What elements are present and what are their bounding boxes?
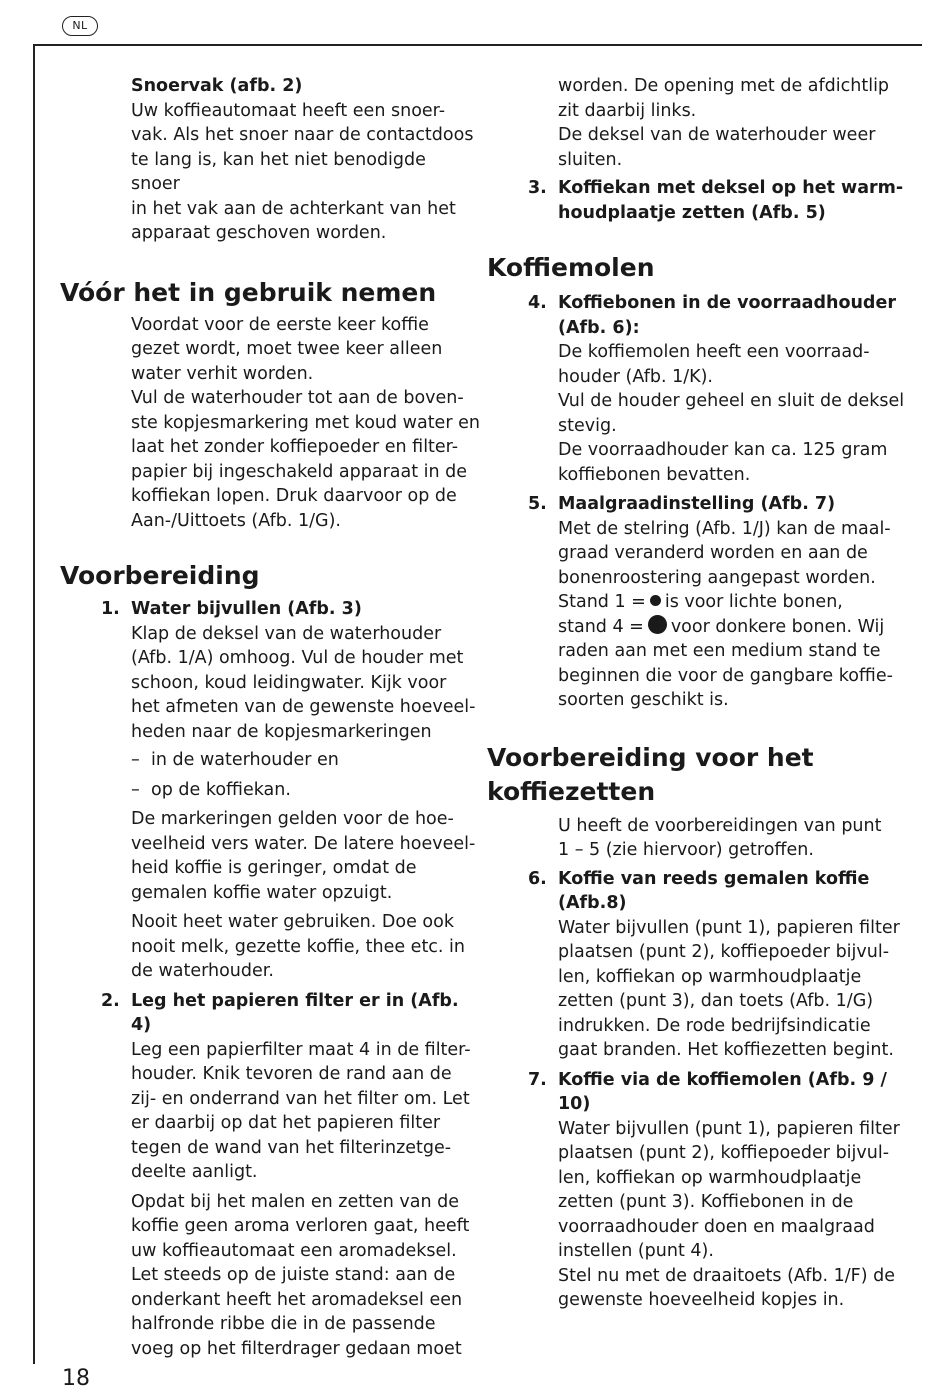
dash-mark: – xyxy=(131,779,140,800)
text-line: zij- en onderrand van het filter om. Let xyxy=(131,1088,470,1109)
text-line: raden aan met een medium stand te xyxy=(558,641,881,661)
voor-gebruik-paragraph-1 xyxy=(131,313,480,387)
text-line: koffiebonen bevatten. xyxy=(558,464,751,485)
koffiezetten-heading-text xyxy=(487,741,912,809)
text-line: er daarbij op dat het papieren filter xyxy=(131,1113,441,1133)
snoervak-section xyxy=(60,74,480,246)
text-line: Water bijvullen (punt 1), papieren filter xyxy=(558,917,900,938)
step-6-number: 6. xyxy=(528,868,547,889)
snoervak-text xyxy=(131,99,480,246)
step-1-paragraph-3 xyxy=(60,910,480,984)
language-badge: NL xyxy=(62,16,98,36)
step-5-heading: Maalgraadinstelling (Afb. 7) xyxy=(558,494,836,514)
text-line: zetten (punt 3). Koffiebonen in de xyxy=(558,1192,854,1212)
text-line: koffiezetten xyxy=(487,776,656,806)
text-line: soorten geschikt is. xyxy=(558,690,729,710)
text-line: deelte aanligt. xyxy=(131,1162,258,1182)
step-1-paragraph-2 xyxy=(60,807,480,905)
text-line: Uw koffieautomaat heeft een snoer- xyxy=(131,100,446,121)
text-line: tegen de wand van het filterinzetge- xyxy=(131,1137,452,1158)
text-line: len, koffiekan op warmhoudplaatje xyxy=(558,1167,862,1188)
voorbereiding-heading: Voorbereiding xyxy=(60,561,260,590)
text-line: De deksel van de waterhouder weer xyxy=(558,125,876,145)
stand-1-text: is voor lichte bonen, xyxy=(664,592,843,612)
text-line: vak. Als het snoer naar de contactdoos xyxy=(131,125,474,145)
snoervak-heading: Snoervak (afb. 2) xyxy=(131,76,303,96)
text-line: onderkant heeft het aromadeksel een xyxy=(131,1289,463,1310)
text-line: papier bij ingeschakeld apparaat in de xyxy=(131,461,468,482)
text-line: voorraadhouder doen en maalgraad xyxy=(558,1216,875,1237)
text-line: heden naar de kopjesmarkeringen xyxy=(131,721,432,742)
text-line: worden. De opening met de afdichtlip xyxy=(558,76,890,96)
text-line: Leg een papierfilter maat 4 in de filter- xyxy=(131,1039,471,1060)
text-line: apparaat geschoven worden. xyxy=(131,223,387,243)
step-5-text xyxy=(558,517,912,591)
step-4-heading xyxy=(558,291,912,340)
text-line: (Afb.8) xyxy=(558,893,627,913)
step-5-number: 5. xyxy=(528,494,547,514)
stand-1-label: Stand 1 = xyxy=(558,592,646,612)
text-line: gemalen koffie water opzuigt. xyxy=(131,882,393,903)
text-line: houdplaatje zetten (Afb. 5) xyxy=(558,202,826,223)
text-line: indrukken. De rode bedrijfsindicatie xyxy=(558,1015,871,1036)
text-line: houder. Knik tevoren de rand aan de xyxy=(131,1064,452,1084)
step-1-number: 1. xyxy=(101,599,120,619)
right-column xyxy=(487,74,912,1313)
step-4-text xyxy=(558,340,912,487)
step-2-number: 2. xyxy=(101,990,120,1011)
text-line: Voorbereiding voor het xyxy=(487,742,814,772)
stand-1-line xyxy=(558,590,912,615)
step-3-heading xyxy=(558,176,912,225)
stand-4-line xyxy=(558,615,912,640)
koffiezetten-heading xyxy=(487,741,912,809)
step-2-heading: Leg het papieren filter er in (Afb. 4) xyxy=(131,990,459,1035)
step-7-heading: Koffie via de koffiemolen (Afb. 9 / 10) xyxy=(558,1069,887,1114)
step-1-text xyxy=(131,622,480,745)
text-line: stevig. xyxy=(558,415,617,436)
text-line: zetten (punt 3), dan toets (Afb. 1/G) xyxy=(558,991,874,1011)
text-line: gewenste hoeveelheid kopjes in. xyxy=(558,1290,845,1310)
text-line: Klap de deksel van de waterhouder xyxy=(131,623,442,644)
text-line: (Afb. 6): xyxy=(558,317,640,338)
step-2-text xyxy=(131,1038,480,1185)
text-line: beginnen die voor de gangbare koffie- xyxy=(558,665,893,686)
text-line: water verhit worden. xyxy=(131,363,314,384)
text-line: halfronde ribbe die in de passende xyxy=(131,1314,436,1334)
step-7 xyxy=(487,1068,912,1313)
dash-item-2-text: op de koffiekan. xyxy=(151,779,291,800)
text-line: zit daarbij links. xyxy=(558,100,697,121)
text-line: Voordat voor de eerste keer koffie xyxy=(131,314,429,335)
step-6-text xyxy=(558,916,912,1063)
koffiezetten-intro xyxy=(487,814,912,863)
text-line: graad veranderd worden en aan de xyxy=(558,543,868,563)
stand-4-text: voor donkere bonen. Wij xyxy=(670,616,885,637)
text-line: plaatsen (punt 2), koffiepoeder bijvul- xyxy=(558,942,890,962)
text-line: schoon, koud leidingwater. Kijk voor xyxy=(131,672,447,693)
text-line: uw koffieautomaat een aromadeksel. xyxy=(131,1240,457,1261)
page-number: 18 xyxy=(62,1366,90,1391)
text-line: gezet wordt, moet twee keer alleen xyxy=(131,339,443,359)
text-line: het afmeten van de gewenste hoeveel- xyxy=(131,697,476,717)
step-6 xyxy=(487,867,912,1063)
large-dot-icon xyxy=(648,615,667,634)
text-line: Met de stelring (Afb. 1/J) kan de maal- xyxy=(558,518,891,539)
voor-gebruik-section xyxy=(60,313,480,534)
text-line: voeg op het filterdrager gedaan moet xyxy=(131,1338,462,1359)
text-line: Let steeds op de juiste stand: aan de xyxy=(131,1265,456,1285)
step-2 xyxy=(60,989,480,1185)
text-line: ste kopjesmarkering met koud water en xyxy=(131,412,480,433)
text-line: instellen (punt 4). xyxy=(558,1241,714,1261)
text-line: Vul de waterhouder tot aan de boven- xyxy=(131,388,464,408)
text-line: De voorraadhouder kan ca. 125 gram xyxy=(558,440,888,460)
text-line: Koffiekan met deksel op het warm- xyxy=(558,178,904,198)
text-line: Nooit heet water gebruiken. Doe ook xyxy=(131,912,454,932)
dash-item-2 xyxy=(60,778,480,803)
stand-4-label: stand 4 = xyxy=(558,616,644,637)
step-5 xyxy=(487,492,912,713)
step-2-paragraph-2 xyxy=(60,1190,480,1362)
text-line: heid koffie is geringer, omdat de xyxy=(131,858,417,878)
text-line: 1 – 5 (zie hiervoor) getroffen. xyxy=(558,840,814,860)
step-7-text xyxy=(558,1117,912,1313)
text-line: gaat branden. Het koffiezetten begint. xyxy=(558,1040,894,1060)
text-line: Koffie van reeds gemalen koffie xyxy=(558,868,870,889)
text-line: laat het zonder koffiepoeder en filter- xyxy=(131,437,459,457)
step-1-heading: Water bijvullen (Afb. 3) xyxy=(131,599,362,619)
text-line: houder (Afb. 1/K). xyxy=(558,366,713,387)
text-line: U heeft de voorbereidingen van punt xyxy=(558,815,882,836)
step-4-number: 4. xyxy=(528,293,547,313)
dash-item-1 xyxy=(60,748,480,773)
text-line: bonenroostering aangepast worden. xyxy=(558,567,876,588)
text-line: len, koffiekan op warmhoudplaatje xyxy=(558,966,862,987)
top-rule xyxy=(33,44,922,46)
text-line: Opdat bij het malen en zetten van de xyxy=(131,1191,459,1212)
step-3 xyxy=(487,176,912,225)
text-line: plaatsen (punt 2), koffiepoeder bijvul- xyxy=(558,1143,890,1163)
step-4 xyxy=(487,291,912,487)
text-line: te lang is, kan het niet benodigde snoer xyxy=(131,149,426,194)
text-line: Koffiebonen in de voorraadhouder xyxy=(558,293,896,313)
text-line: in het vak aan de achterkant van het xyxy=(131,198,456,219)
text-line: Water bijvullen (punt 1), papieren filter xyxy=(558,1118,900,1139)
text-line: De koffiemolen heeft een voorraad- xyxy=(558,342,870,362)
text-line: sluiten. xyxy=(558,149,623,170)
continued-text xyxy=(487,74,912,172)
step-7-number: 7. xyxy=(528,1069,547,1090)
step-6-heading xyxy=(558,867,912,916)
text-line: veelheid vers water. De latere hoeveel- xyxy=(131,833,476,854)
step-5-text-2 xyxy=(558,639,912,713)
text-line: nooit melk, gezette koffie, thee etc. in xyxy=(131,936,466,957)
text-line: De markeringen gelden voor de hoe- xyxy=(131,809,454,829)
text-line: Vul de houder geheel en sluit de deksel xyxy=(558,391,905,411)
text-line: koffiekan lopen. Druk daarvoor op de xyxy=(131,486,457,506)
dash-mark: – xyxy=(131,750,140,770)
voor-gebruik-heading: Vóór het in gebruik nemen xyxy=(60,277,437,307)
step-1 xyxy=(60,597,480,744)
left-column xyxy=(60,74,480,1361)
text-line: koffie geen aroma verloren gaat, heeft xyxy=(131,1216,470,1236)
dash-item-1-text: in de waterhouder en xyxy=(151,750,339,770)
voor-gebruik-paragraph-2 xyxy=(131,386,480,533)
text-line: (Afb. 1/A) omhoog. Vul de houder met xyxy=(131,648,464,668)
left-rule xyxy=(33,44,35,1364)
small-dot-icon xyxy=(650,595,661,606)
step-3-number: 3. xyxy=(528,178,547,198)
text-line: de waterhouder. xyxy=(131,961,274,981)
text-line: Aan-/Uittoets (Afb. 1/G). xyxy=(131,510,341,531)
koffiemolen-heading: Koffiemolen xyxy=(487,253,655,282)
text-line: Stel nu met de draaitoets (Afb. 1/F) de xyxy=(558,1265,896,1286)
